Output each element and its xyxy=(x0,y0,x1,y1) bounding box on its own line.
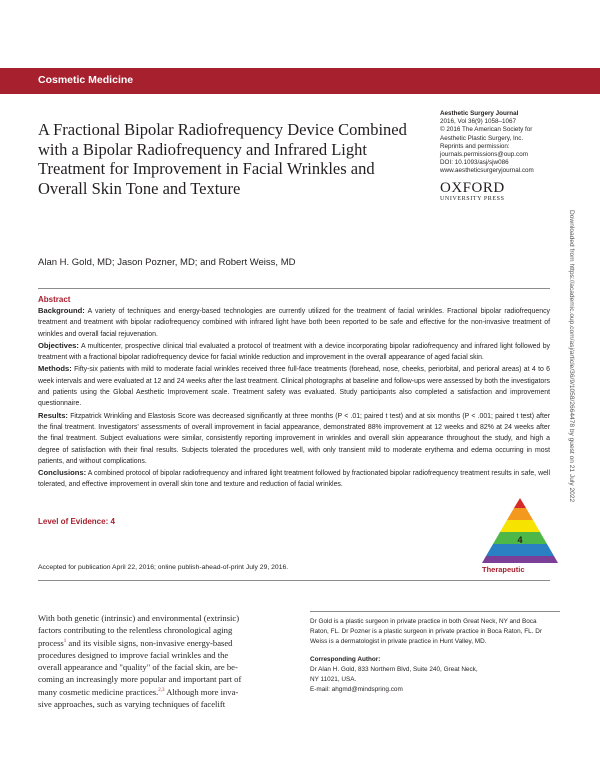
results-label: Results: xyxy=(38,410,68,420)
corresponding-address-1: Dr Alan H. Gold, 833 Northern Blvd, Suite 240, Great Neck, xyxy=(310,666,478,673)
abstract-conclusions xyxy=(38,467,550,491)
abstract-heading: Abstract xyxy=(38,295,71,304)
abstract-results xyxy=(38,410,550,467)
evidence-type-label: Therapeutic xyxy=(482,565,525,574)
download-watermark-text: Downloaded from https://academic.oup.com/asj/article/36/9/1058/2664478 by guest on 21 July 2022 xyxy=(568,210,575,503)
corresponding-author-heading: Corresponding Author: xyxy=(310,656,381,663)
abstract xyxy=(38,295,550,491)
copyright-line-2: Aesthetic Plastic Surgery, Inc. xyxy=(440,134,524,142)
intro-line-6: coming an increasingly more popular and important part of xyxy=(38,673,242,684)
methods-text: Fifty-six patients with mild to moderate facial wrinkles received three full-face treatments (forehead, nose, cheeks, periorbital, and perioral areas) at 4 to 6 week intervals and were evaluated at 12 and 24 weeks after the last treatment. Clinical photographs at baseline and follow-ups were assessed by both the investigators and patients using the Global Aesthetic Improvement scale. Treatment safety was evaluated. Study participants also completed a satisfaction and improvement questionnaire. xyxy=(38,366,550,408)
intro-line-3 xyxy=(38,636,296,649)
evidence-pyramid-icon xyxy=(474,496,566,566)
level-of-evidence: Level of Evidence: 4 xyxy=(38,517,115,526)
affiliation-text: Dr Gold is a plastic surgeon in private practice in both Great Neck, NY and Boca Raton, FL. Dr Pozner is a plastic surgeon in private practice in Boca Raton, FL. Dr Weiss is a dermatologist in private practice in Hunt Valley, MD. xyxy=(310,618,542,645)
objectives-label: Objectives: xyxy=(38,340,79,350)
introduction-text xyxy=(38,612,296,710)
abstract-background xyxy=(38,305,550,340)
intro-line-3a: process xyxy=(38,637,64,648)
intro-line-5: overall appearance and "quality" of the facial skin, are be- xyxy=(38,661,238,672)
author-list: Alan H. Gold, MD; Jason Pozner, MD; and Robert Weiss, MD xyxy=(38,257,296,268)
background-text: A variety of techniques and energy-based technologies are currently utilized for the treatment of facial wrinkles. Fractional bipolar radiofrequency treatment and treatment with bipolar radiofrequency combined with infrared light have both been reported to be safe and effective for the non-invasive treatment of wrinkles and overall facial rejuvenation. xyxy=(38,308,550,338)
reprints-line-1: Reprints and permission: xyxy=(440,142,510,150)
methods-label: Methods: xyxy=(38,364,72,374)
oxford-logo-subtitle: UNIVERSITY PRESS xyxy=(440,196,505,202)
abstract-methods xyxy=(38,363,550,409)
reprints-email-link[interactable]: journals.permissions@oup.com xyxy=(440,151,528,159)
corresponding-email-link[interactable]: E-mail: ahgmd@mindspring.com xyxy=(310,686,403,693)
abstract-top-divider xyxy=(38,288,550,289)
doi-link[interactable]: DOI: 10.1093/asj/sjw086 xyxy=(440,159,509,167)
intro-line-7 xyxy=(38,685,296,698)
conclusions-label: Conclusions: xyxy=(38,468,87,478)
journal-info xyxy=(440,110,580,176)
download-watermark xyxy=(569,210,581,580)
journal-website-link[interactable]: www.aestheticsurgeryjournal.com xyxy=(440,167,534,175)
affiliation-notes xyxy=(310,617,555,695)
citation-ref-1[interactable]: 1 xyxy=(63,639,67,644)
intro-line-2: factors contributing to the relentless chronological aging xyxy=(38,625,233,635)
section-label: Cosmetic Medicine xyxy=(38,74,134,86)
intro-line-1: With both genetic (intrinsic) and environmental (extrinsic) xyxy=(38,613,240,623)
journal-name: Aesthetic Surgery Journal xyxy=(440,110,519,117)
objectives-text: A multicenter, prospective clinical trial evaluated a protocol of treatment with a device incorporating bipolar radiofrequency and infrared light followed by treatment with a fractional bipolar radiofrequency device for facial wrinkle reduction and improvement in the overall appearance of aged facial skin. xyxy=(38,342,550,362)
oxford-logo: OXFORD xyxy=(440,180,505,196)
background-label: Background: xyxy=(38,306,85,315)
accepted-date: Accepted for publication April 22, 2016; online publish-ahead-of-print July 29, 2016. xyxy=(38,564,289,571)
intro-line-4: procedures designed to improve facial wrinkles and the xyxy=(38,649,229,660)
citation: 2016, Vol 36(9) 1058–1067 xyxy=(440,118,516,126)
results-text: Fitzpatrick Wrinkling and Elastosis Score was decreased significantly at three months (P < .01; paired t test) and at six months (P < .001; paired t test) after the final treatment. Investigators' assessments of overall improvement in facial appearance, demonstrated 88% improvement at 12 weeks and 82% at 24 weeks after the final treatment. Subject evaluations were similar, consistently reporting improvement in wrinkles and overall skin appearance throughout the study, and high a degree of satisfaction with their final results. Subjects tolerated the procedures well, with only transient mild to moderate erythema and edema occurring in most patients, and without complications. xyxy=(38,412,550,465)
citation-ref-2-3[interactable]: 2,3 xyxy=(158,687,165,693)
intro-line-3b: and its visible signs, non-invasive energy-based xyxy=(66,637,233,648)
intro-line-8: sive approaches, such as varying techniques of facelift xyxy=(38,698,226,709)
affiliation-divider xyxy=(310,611,560,612)
intro-line-7a: many cosmetic medicine practices. xyxy=(38,686,159,697)
abstract-objectives xyxy=(38,340,550,364)
section-banner xyxy=(0,68,600,94)
conclusions-text: A combined protocol of bipolar radiofrequency and infrared light treatment followed by fractionated bipolar radiofrequency treatment results in safe, well tolerated, and effective improvement in overall skin tone and texture and reduction of facial wrinkles. xyxy=(38,470,550,489)
article-title: A Fractional Bipolar Radiofrequency Device Combined with a Bipolar Radiofrequency and Infrared Light Treatment for Improvement in Facial Wrinkles and Overall Skin Tone and Texture xyxy=(38,120,407,198)
abstract-bottom-divider xyxy=(38,580,550,581)
evidence-level-number: 4 xyxy=(517,535,523,545)
copyright-line-1: © 2016 The American Society for xyxy=(440,126,533,134)
intro-line-7b: Although more inva- xyxy=(164,686,239,697)
corresponding-address-2: NY 11021, USA. xyxy=(310,676,357,683)
